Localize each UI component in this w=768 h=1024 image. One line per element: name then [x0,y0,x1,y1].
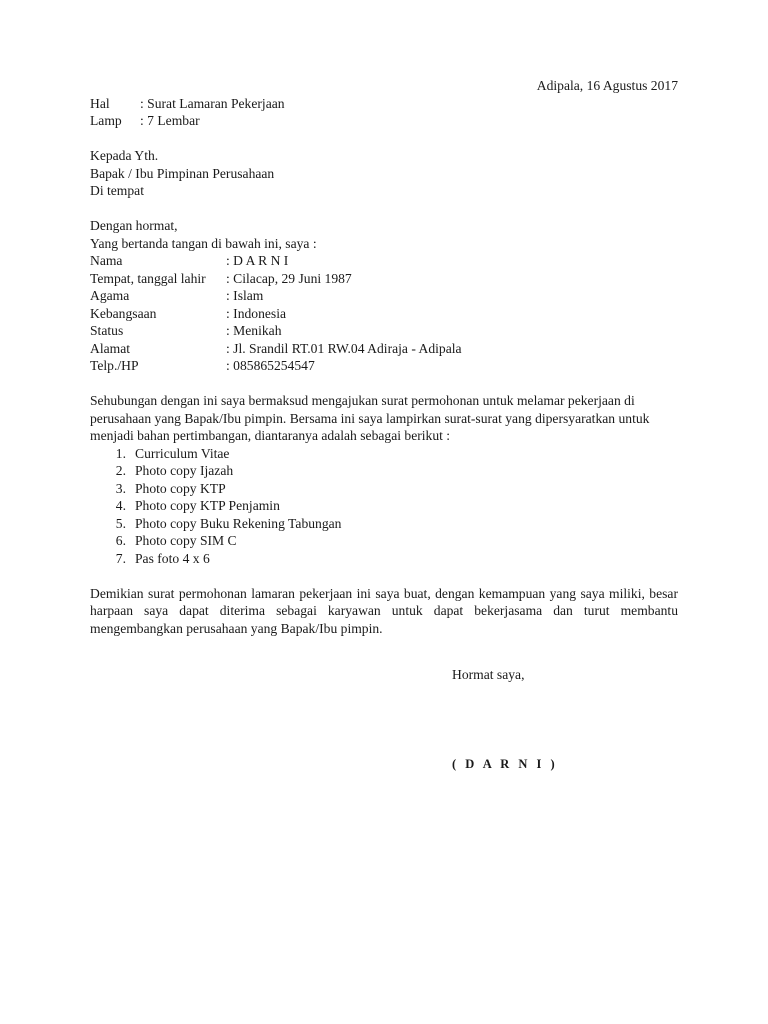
list-item [90,462,678,480]
list-text: Photo copy KTP [135,480,226,496]
identity-row [90,357,678,375]
signature-name: ( D A R N I ) [452,757,558,771]
attachment-count-label: Lamp [90,113,122,128]
identity-value: : 085865254547 [226,358,315,373]
identity-row [90,270,678,288]
list-text: Photo copy SIM C [135,533,237,548]
recipient-line-3: Di tempat [90,183,144,198]
subject-label: Hal [90,95,110,111]
identity-label: Tempat, tanggal lahir [90,270,206,286]
identity-row [90,305,678,323]
identity-row [90,340,678,358]
letter-page [90,77,678,637]
identity-row [90,252,678,270]
closing-paragraph: Demikian surat permohonan lamaran pekerjaan ini saya buat, dengan kemampuan yang saya miliki, besar harpaan saya dapat diterima sebagai karyawan untuk dapat bekerjasama dan turut membantu mengembangkan perusahaan yang Bapak/Ibu pimpin. [90,585,678,636]
body-paragraph: Sehubungan dengan ini saya bermaksud mengajukan surat permohonan untuk melamar pekerjaan di perusahaan yang Bapak/Ibu pimpin. Bersama ini saya lampirkan surat-surat yang dipersyaratkan untuk menjadi bahan pertimbangan, diantaranya adalah sebagai berikut : [90,393,650,443]
attachment-list [90,445,678,568]
list-text: Curriculum Vitae [135,445,230,461]
identity-label: Agama [90,288,130,303]
header-attachment-count [90,112,678,130]
identity-table [90,252,678,375]
identity-value: : Cilacap, 29 Juni 1987 [226,270,352,286]
list-number: 2. [115,463,126,478]
list-item [90,550,678,568]
attachment-count-value: : 7 Lembar [140,113,200,128]
spacer [90,375,678,393]
list-text: Photo copy KTP Penjamin [135,498,280,513]
list-number: 7. [115,550,126,566]
recipient-line-1: Kepada Yth. [90,148,159,163]
identity-value: : D A R N I [226,253,289,268]
list-text: Pas foto 4 x 6 [135,550,210,566]
list-item [90,497,678,515]
list-number: 6. [115,533,126,548]
list-item [90,480,678,498]
identity-value: : Menikah [226,323,282,338]
recipient-line-2: Bapak / Ibu Pimpinan Perusahaan [90,165,275,181]
list-item [90,445,678,463]
identity-value: : Islam [226,288,264,303]
regards-text: Hormat saya, [452,667,525,682]
subject-value: : Surat Lamaran Pekerjaan [140,95,285,111]
header-subject [90,95,678,113]
spacer [90,200,678,218]
spacer [90,130,678,148]
identity-label: Status [90,323,124,338]
spacer [90,567,678,585]
identity-row [90,287,678,305]
intro-line: Yang bertanda tangan di bawah ini, saya : [90,235,317,251]
list-number: 4. [115,498,126,513]
identity-label: Telp./HP [90,358,139,373]
list-number: 3. [115,480,126,496]
salutation: Dengan hormat, [90,218,178,233]
place-date: Adipala, 16 Agustus 2017 [536,78,678,93]
list-number: 1. [115,445,126,461]
identity-label: Alamat [90,340,131,356]
list-number: 5. [115,515,126,531]
list-item [90,532,678,550]
list-text: Photo copy Buku Rekening Tabungan [135,515,342,531]
identity-label: Nama [90,253,123,268]
identity-value: : Jl. Srandil RT.01 RW.04 Adiraja - Adipala [226,340,462,356]
identity-value: : Indonesia [226,305,287,321]
identity-label: Kebangsaan [90,305,157,321]
identity-row [90,322,678,340]
list-text: Photo copy Ijazah [135,463,234,478]
list-item [90,515,678,533]
